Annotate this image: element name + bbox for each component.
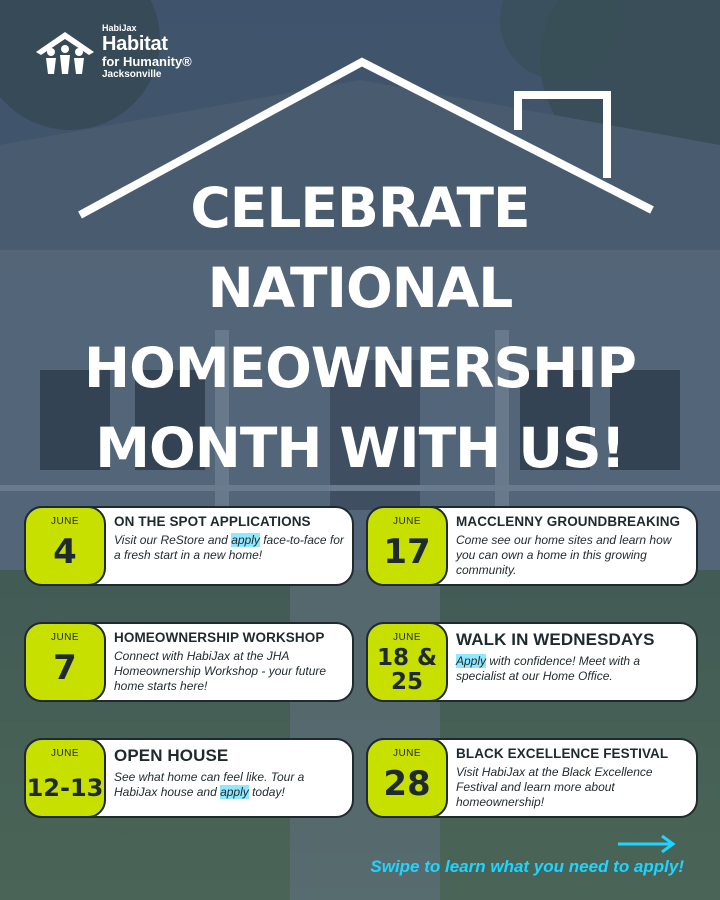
habitat-people-roof-icon	[34, 28, 96, 78]
event-title: HOMEOWNERSHIP WORKSHOP	[114, 630, 325, 645]
event-day: 28	[383, 764, 431, 804]
event-description: Visit HabiJax at the Black Excellence Festival and learn more about homeownership!	[456, 765, 653, 809]
headline-line-1: CELEBRATE	[190, 176, 530, 240]
event-date-badge	[366, 738, 448, 818]
event-description: Come see our home sites and learn how you can own a home in this growing community.	[456, 533, 672, 577]
event-day: 7	[53, 648, 77, 688]
event-day: 17	[383, 532, 431, 572]
event-month: JUNE	[392, 632, 422, 643]
apply-highlight: apply	[220, 785, 249, 799]
event-month: JUNE	[50, 748, 80, 759]
event-month: JUNE	[50, 516, 80, 527]
logo-city: Jacksonville	[102, 69, 162, 80]
event-day: 18 & 25	[376, 645, 438, 695]
event-card	[366, 622, 698, 702]
event-month: JUNE	[392, 516, 422, 527]
apply-highlight: Apply	[456, 654, 487, 668]
event-date-badge	[366, 506, 448, 586]
headline-line-2: NATIONAL	[207, 256, 513, 320]
event-month: JUNE	[392, 748, 422, 759]
event-description: Apply with confidence! Meet with a specialist at our Home Office.	[456, 654, 641, 683]
event-description: Connect with HabiJax at the JHA Homeownership Workshop - your future home starts here!	[114, 649, 327, 693]
event-card	[366, 506, 698, 586]
event-date-badge	[24, 622, 106, 702]
event-card	[24, 738, 354, 818]
event-title: BLACK EXCELLENCE FESTIVAL	[456, 746, 669, 761]
logo-subtitle: for Humanity®	[102, 54, 192, 69]
event-card	[24, 622, 354, 702]
event-title: WALK IN WEDNESDAYS	[456, 630, 655, 649]
event-title: MACCLENNY GROUNDBREAKING	[456, 514, 681, 529]
logo-small-text: HabiJax	[102, 23, 137, 33]
event-title: OPEN HOUSE	[114, 746, 229, 765]
event-card	[366, 738, 698, 818]
event-day: 12-13	[26, 774, 104, 802]
event-description: Visit our ReStore and apply face-to-face for a fresh start in a new home!	[114, 533, 344, 562]
headline-line-4: MONTH WITH US!	[95, 416, 625, 480]
event-date-badge	[24, 506, 106, 586]
event-date-badge	[24, 738, 106, 818]
swipe-cta[interactable]: Swipe to learn what you need to apply!	[370, 857, 684, 876]
event-month: JUNE	[50, 632, 80, 643]
event-title: ON THE SPOT APPLICATIONS	[114, 514, 311, 529]
event-description: See what home can feel like. Tour a HabiJax house and apply today!	[114, 770, 305, 799]
headline	[0, 168, 720, 488]
headline-line-3: HOMEOWNERSHIP	[84, 336, 636, 400]
event-card	[24, 506, 354, 586]
arrow-right-icon	[616, 834, 678, 854]
event-date-badge	[366, 622, 448, 702]
logo-title: Habitat	[102, 33, 168, 55]
event-day: 4	[53, 532, 77, 572]
apply-highlight: apply	[231, 533, 260, 547]
habitat-logo	[34, 24, 204, 94]
